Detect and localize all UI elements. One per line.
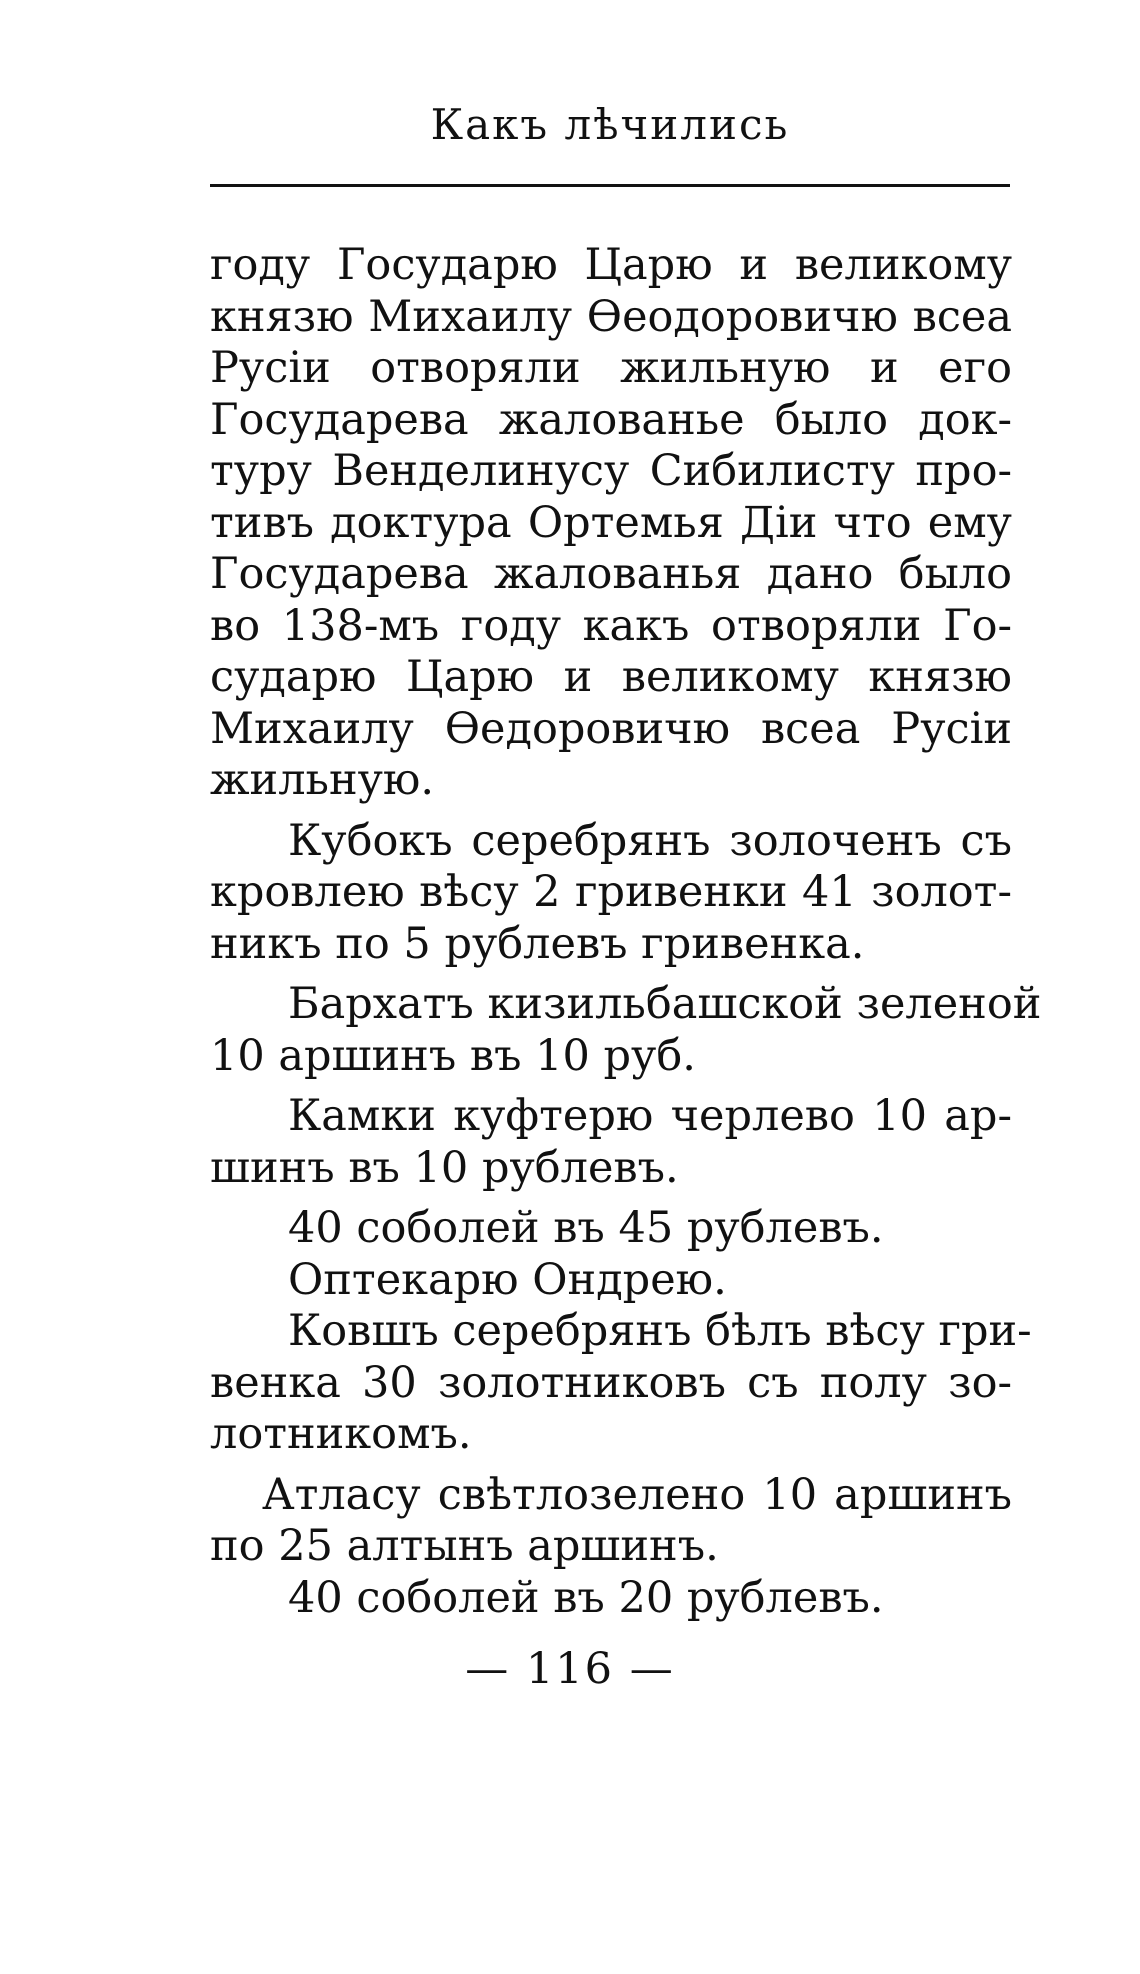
text-line: лотникомъ. bbox=[210, 1409, 472, 1459]
text-line: по 25 алтынъ аршинъ. bbox=[210, 1521, 719, 1571]
paragraph bbox=[210, 1203, 1012, 1255]
text-line: году Государю Царю и великому bbox=[210, 240, 1012, 290]
text-line: туру Венделинусу Сибилисту про- bbox=[210, 446, 1012, 496]
paragraph bbox=[210, 816, 1012, 971]
text-line: шинъ въ 10 рублевъ. bbox=[210, 1142, 679, 1193]
text-line: Кубокъ серебрянъ золоченъ съ bbox=[288, 815, 1012, 866]
text-line: князю Михаилу Өеодоровичю всеа bbox=[210, 291, 1012, 342]
paragraph bbox=[210, 1470, 1012, 1573]
text-line: Русіи отворяли жильную и его bbox=[210, 343, 1012, 393]
text-line: Ковшъ серебрянъ бѣлъ вѣсу гри- bbox=[288, 1306, 1032, 1356]
text-line: Государева жалованья дано было bbox=[210, 549, 1012, 599]
text-line: никъ по 5 рублевъ гривенка. bbox=[210, 918, 865, 969]
paragraph bbox=[210, 1306, 1032, 1461]
running-head: Какъ лѣчились bbox=[430, 100, 790, 149]
text-line: венка 30 золотниковъ съ полу зо- bbox=[210, 1357, 1012, 1408]
text-line: жильную. bbox=[210, 755, 435, 805]
paragraph bbox=[210, 979, 1042, 1082]
text-line: Михаилу Өедоровичю всеа Русіи bbox=[210, 703, 1012, 754]
header-rule bbox=[210, 184, 1010, 187]
text-line: 10 аршинъ въ 10 руб. bbox=[210, 1030, 696, 1081]
paragraph bbox=[210, 1255, 1012, 1307]
text-line: Государева жалованье было док- bbox=[210, 394, 1012, 445]
text-line: 40 соболей въ 45 рублевъ. bbox=[288, 1203, 884, 1253]
paragraph bbox=[210, 1091, 1012, 1194]
body-text bbox=[210, 240, 1042, 1624]
text-line: кровлею вѣсу 2 гривенки 41 золот- bbox=[210, 867, 1012, 917]
text-line: Оптекарю Ондрею. bbox=[288, 1254, 727, 1305]
text-line: тивъ доктура Ортемья Діи что ему bbox=[210, 497, 1012, 548]
text-line: сударю Царю и великому князю bbox=[210, 652, 1012, 702]
page-number: — 116 — bbox=[465, 1644, 675, 1694]
text-line: Атласу свѣтлозелено 10 аршинъ bbox=[262, 1469, 1012, 1520]
text-line: Бархатъ кизильбашской зеленой bbox=[288, 979, 1042, 1029]
paragraph bbox=[210, 240, 1012, 807]
text-line: Камки куфтерю черлево 10 ар- bbox=[288, 1091, 1012, 1141]
text-line: во 138-мъ году какъ отворяли Го- bbox=[210, 600, 1012, 651]
text-line: 40 соболей въ 20 рублевъ. bbox=[288, 1572, 884, 1623]
paragraph bbox=[210, 1573, 1012, 1625]
